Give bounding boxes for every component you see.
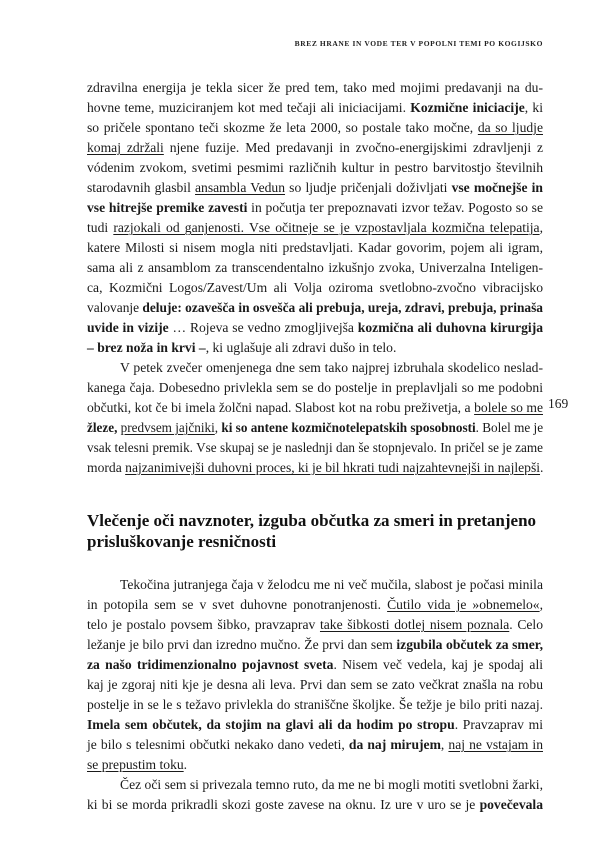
text-line-content	[87, 715, 543, 735]
text-segment: . Bolel me je	[475, 420, 544, 435]
text-segment: zdravilna energija je tekla sicer že pred tem, tako med mojimi predavanji na du-	[87, 80, 543, 95]
text-line	[87, 358, 543, 378]
underlined-text: Čutilo vida je »obnemelo«	[387, 597, 540, 612]
text-line-content	[87, 735, 543, 755]
text-segment: tudi	[87, 220, 114, 235]
bold-text: vse hitrejše premike zavesti	[87, 200, 248, 215]
text-line	[87, 158, 543, 178]
text-line	[87, 238, 543, 258]
text-line	[87, 655, 543, 675]
body-text-block-1	[87, 78, 543, 478]
text-line	[87, 378, 543, 398]
text-segment: , ki uglašuje ali zdravi dušo in telo.	[205, 340, 397, 355]
text-line-content	[87, 655, 543, 675]
text-line	[87, 98, 543, 118]
text-segment: ,	[539, 597, 544, 612]
text-segment: .	[183, 757, 188, 772]
text-segment: ki bi se morda prikradli skozi goste zavese na oknu. Iz ure v uro se je	[87, 797, 480, 812]
underlined-text: predvsem jajčniki	[120, 420, 215, 435]
text-line	[87, 198, 543, 218]
text-segment: občutki, kot če bi imela žolčni napad. Slabost kot na robu preživetja, a	[87, 400, 475, 415]
text-line-content	[87, 615, 543, 635]
text-line	[87, 775, 543, 795]
text-segment: starodavnih glasbil	[87, 180, 196, 195]
underlined-text: se prepustim toku	[87, 757, 184, 772]
text-line	[87, 755, 543, 775]
text-segment: . Nisem več vedela, kaj je spodaj ali	[333, 657, 543, 672]
text-line-content	[87, 78, 543, 98]
text-segment: ca, Kozmični Logos/Zavest/Um ali Volja oziroma svetlobno-zvočno vibracijsko	[87, 280, 543, 295]
text-line	[87, 795, 543, 815]
section-heading-line: prisluškovanje resničnosti	[87, 532, 277, 551]
text-segment: kanega čaja. Dobesedno privlekla sem se do postelje in preplavljali so me podobni	[87, 380, 543, 395]
text-segment: so ljudje pričenjali doživljati	[285, 180, 452, 195]
body-text-block-2	[87, 575, 543, 815]
bold-text: vse močnejše in	[451, 180, 543, 195]
text-segment: katere Milosti si nisem mogla niti predstavljati. Kadar govorim, pojem ali igram,	[87, 240, 543, 255]
text-line	[87, 118, 543, 138]
text-line	[87, 338, 543, 358]
text-line-content	[87, 278, 543, 298]
bold-text: da naj mirujem	[348, 737, 441, 752]
text-line	[87, 438, 543, 458]
text-segment: V petek zvečer omenjenega dne sem tako najprej izbruhala skodelico neslad-	[120, 360, 543, 375]
text-line-content	[87, 158, 543, 178]
text-line	[87, 78, 543, 98]
text-line	[87, 298, 543, 318]
bold-text: povečevala	[479, 797, 543, 812]
text-line-content	[87, 178, 543, 198]
text-segment: vsak telesni premik. Vse skupaj se je naslednji dan še stopnjevalo. In pričel se je zame	[87, 440, 543, 455]
text-line	[87, 138, 543, 158]
text-segment: Tekočina jutranjega čaja v želodcu me ni več mučila, slabost je počasi minila	[120, 577, 543, 592]
running-head: BREZ HRANE IN VODE TER V POPOLNI TEMI PO KOGIJSKO	[294, 39, 543, 48]
text-segment: telo je postalo povsem šibko, pravzaprav	[87, 617, 320, 632]
text-line	[87, 635, 543, 655]
text-line	[87, 398, 543, 418]
text-line-content	[87, 378, 543, 398]
text-line-content	[87, 318, 543, 338]
text-line	[87, 418, 543, 438]
underlined-text: naj ne vstajam in	[448, 737, 543, 752]
underlined-text: razjokali od ganjenosti. Vse očitneje se je vzpostavljala kozmična telepatija	[113, 220, 540, 235]
underlined-text: da so ljudje	[477, 120, 543, 135]
text-segment: … Rojeva se vedno zmogljivejša	[168, 320, 358, 335]
text-segment: ,	[539, 220, 544, 235]
text-line-content	[87, 218, 543, 238]
text-line-content	[87, 118, 543, 138]
text-line-content	[87, 755, 543, 775]
text-line	[87, 595, 543, 615]
text-line	[87, 575, 543, 595]
text-line	[87, 458, 543, 478]
text-line-content	[87, 358, 543, 378]
text-segment: in potopila sem se v svet duhovne ponotranjenosti.	[87, 597, 388, 612]
text-line-content	[87, 198, 543, 218]
text-line-content	[87, 238, 543, 258]
text-segment: , ki	[524, 100, 544, 115]
text-segment: in počutja ter prepoznavati izvor težav. Pogosto so se	[247, 200, 543, 215]
bold-text: uvide in vizije	[87, 320, 169, 335]
text-line-content	[87, 795, 543, 815]
text-line-content	[87, 458, 543, 478]
text-line-content	[87, 695, 543, 715]
text-line	[87, 695, 543, 715]
text-line-content	[87, 298, 543, 318]
bold-text: kozmična ali duhovna kirurgija	[357, 320, 544, 335]
text-line-content	[87, 635, 543, 655]
text-segment: ,	[440, 737, 449, 752]
text-segment: hovne teme, muziciranjem kot med tečaji ali iniciacijami.	[87, 100, 411, 115]
page-number: 169	[548, 396, 569, 411]
text-line	[87, 615, 543, 635]
text-line	[87, 675, 543, 695]
bold-text: Kozmične iniciacije	[410, 100, 525, 115]
text-segment: .	[540, 460, 544, 475]
underlined-text: komaj zdržali	[87, 140, 164, 155]
text-line-content	[87, 98, 543, 118]
text-segment: Čez oči sem si privezala temno ruto, da me ne bi mogli motiti svetlobni žarki,	[120, 777, 543, 792]
text-line	[87, 178, 543, 198]
underlined-text: take šibkosti dotlej nisem poznala	[319, 617, 510, 632]
text-line-content	[87, 138, 543, 158]
text-line-content	[87, 258, 543, 278]
text-line-content	[87, 398, 543, 418]
section-heading-line: Vlečenje oči navznoter, izguba občutka za smeri in pretanjeno	[87, 511, 537, 530]
bold-text: – brez noža in krvi –	[87, 340, 206, 355]
underlined-text: najzanimivejši duhovni proces, ki je bil hkrati tudi najzahtevnejši in najlepši	[125, 460, 541, 475]
text-line	[87, 318, 543, 338]
text-line-content	[87, 595, 543, 615]
text-segment: sama ali z ansamblom za transcendentalno izkušnjo zvoka, Univerzalna Inteligen-	[87, 260, 543, 275]
text-line	[87, 218, 543, 238]
text-line	[87, 735, 543, 755]
text-segment: morda	[87, 460, 126, 475]
text-segment: ,	[214, 420, 222, 435]
text-segment: kaj je zgoraj niti kje je desna ali leva. Prvi dan sem se zato večkrat znašla na robu	[87, 677, 543, 692]
bold-text: žleze,	[87, 420, 121, 435]
text-line-content	[87, 675, 543, 695]
text-segment: ležanje je bilo prvi dan izredno mučno. Že prvi dan sem	[87, 637, 397, 652]
text-segment: . Celo	[509, 617, 544, 632]
bold-text: ki so antene kozmičnotelepatskih sposobnosti	[221, 420, 476, 435]
underlined-text: ansambla Vedun	[195, 180, 286, 195]
text-segment: so pričele spontano teči skozme že leta 2000, so postale tako močne,	[87, 120, 478, 135]
text-segment: je bilo s telesnimi občutki nekako dano vedeti,	[87, 737, 349, 752]
text-segment: njene fuzije. Med predavanji in zvočno-energijskimi zdravljenji z	[163, 140, 544, 155]
bold-text: Imela sem občutek, da stojim na glavi ali da hodim po stropu	[87, 717, 455, 732]
text-line-content	[87, 438, 543, 458]
bold-text: za našo tridimenzionalno pojavnost sveta	[87, 657, 334, 672]
bold-text: deluje: ozavešča in osvešča ali prebuja, ureja, zdravi, prebuja, prinaša	[142, 300, 544, 315]
text-segment: postelje in se le s težavo privlekla do straniščne školjke. Še težje je bilo priti nazaj.	[87, 697, 543, 712]
text-line-content	[87, 418, 543, 438]
text-segment: vódenim zvokom, svetimi pesmimi različnih kultur in pestro barvitostjo številnih	[87, 160, 543, 175]
text-line	[87, 715, 543, 735]
underlined-text: bolele so me	[474, 400, 543, 415]
section-heading	[87, 510, 557, 552]
text-segment: . Pravzaprav mi	[454, 717, 543, 732]
bold-text: izgubila občutek za smer,	[396, 637, 543, 652]
text-line-content	[87, 575, 543, 595]
text-line-content	[87, 775, 543, 795]
text-line-content	[87, 338, 543, 358]
text-line	[87, 258, 543, 278]
text-segment: valovanje	[87, 300, 143, 315]
text-line	[87, 278, 543, 298]
